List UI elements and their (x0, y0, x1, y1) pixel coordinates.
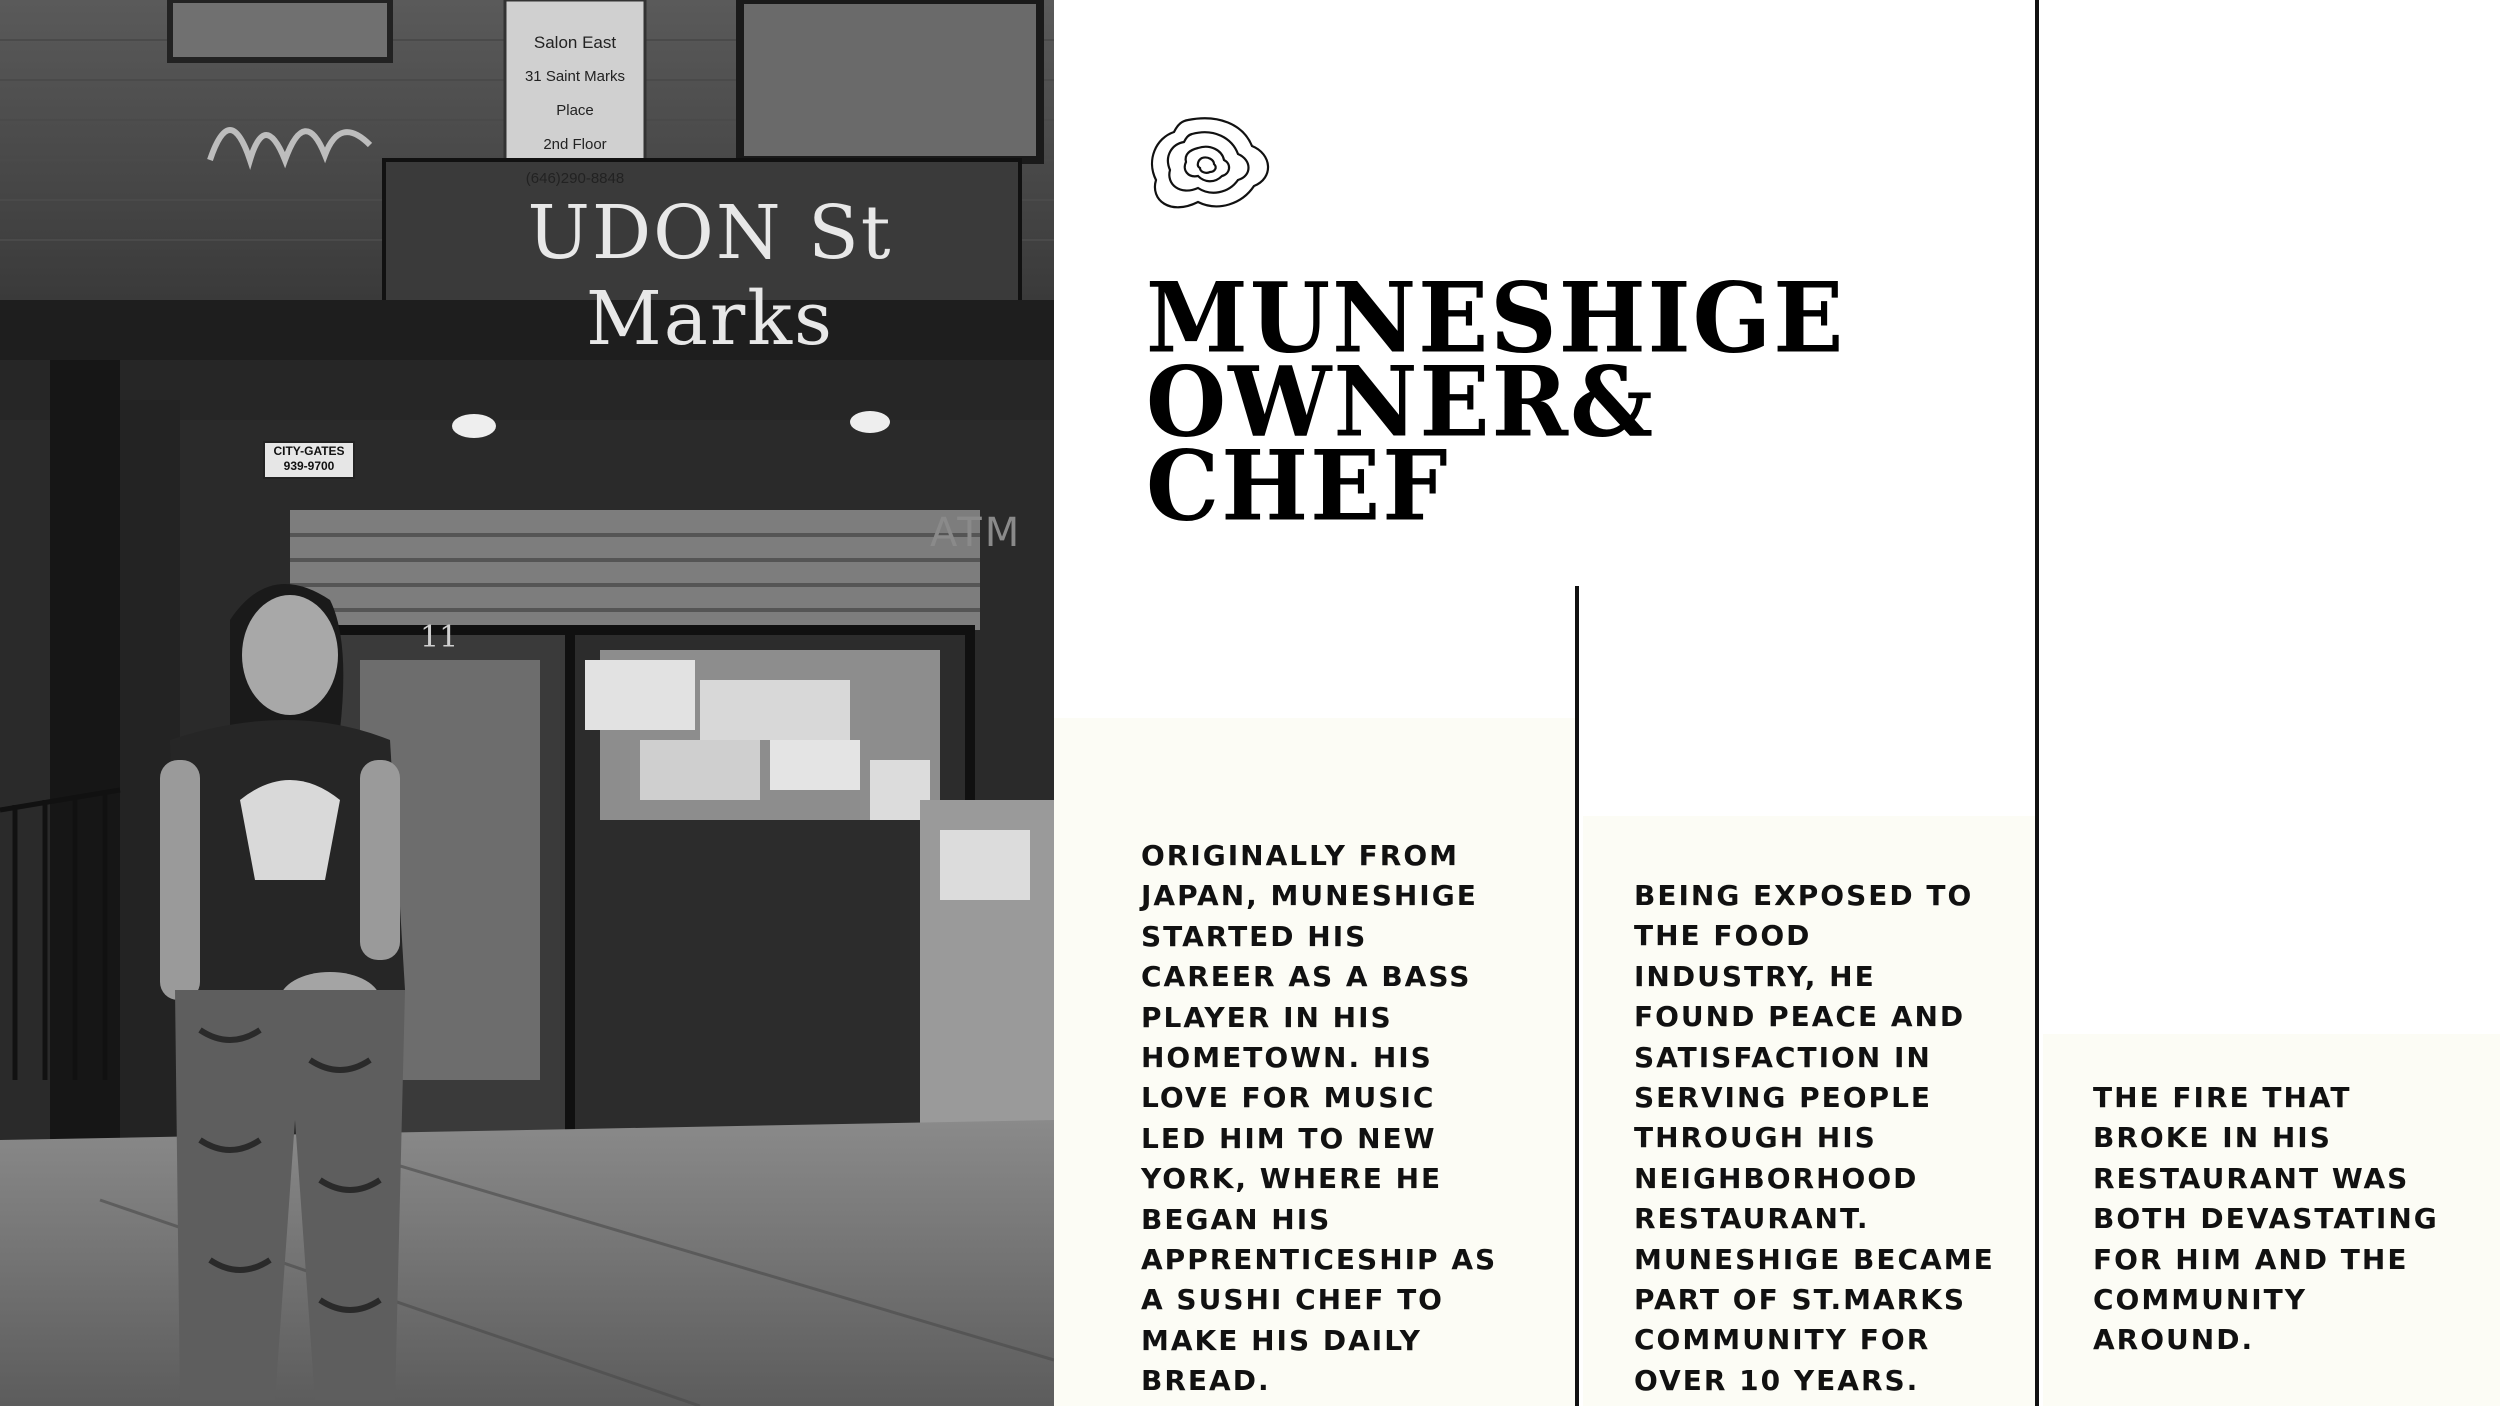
bio-paragraph-origin: ORIGINALLY FROM JAPAN, MUNESHIGE STARTED HIS CAREER AS A BASS PLAYER IN HIS HOMETOWN. HIS LOVE FOR MUSIC LED HIM TO NEW YORK, WHERE HE BEGAN HIS APPRENTICESHIP AS A SUSHI CHEF TO MAKE HIS DAILY BREAD. (1141, 839, 1498, 1398)
security-sign-line: CITY-GATES (273, 444, 345, 458)
notice-line: (646)290-8848 (525, 170, 625, 187)
title-line-role: OWNER& (1146, 345, 1656, 459)
storefront-photo (0, 0, 1054, 1406)
relocation-notice (505, 26, 645, 196)
store-sign: UDON St Marks (527, 190, 893, 362)
divider-line-2 (2035, 0, 2039, 1406)
notice-line: 31 Saint Marks Place (524, 68, 626, 119)
security-sign (266, 444, 352, 474)
atm-sign: ATM (930, 510, 1023, 556)
title-line-role-2: CHEF (1146, 429, 1450, 543)
divider-line-1 (1575, 586, 1579, 1406)
notice-line: 2nd Floor (543, 136, 607, 153)
bio-paragraph-fire: THE FIRE THAT BROKE IN HIS RESTAURANT WAS BOTH DEVASTATING FOR HIM AND THE COMMUNITY AROUND. (2093, 1081, 2439, 1357)
title-line-name: MUNESHIGE (1146, 261, 1846, 375)
door-number: 11 (420, 620, 459, 655)
bio-paragraph-restaurant: BEING EXPOSED TO THE FOOD INDUSTRY, HE FOUND PEACE AND SATISFACTION IN SERVING PEOPLE THROUGH HIS NEIGHBORHOOD RESTAURANT. MUNESHIGE BECAME PART OF ST.MARKS COMMUNITY FOR OVER 10 YEARS. (1634, 879, 1995, 1397)
security-sign-line: 939-9700 (283, 459, 335, 473)
topographic-contour-icon (1148, 116, 1274, 216)
notice-line: Salon East (533, 33, 617, 52)
page-title (1146, 261, 1846, 543)
